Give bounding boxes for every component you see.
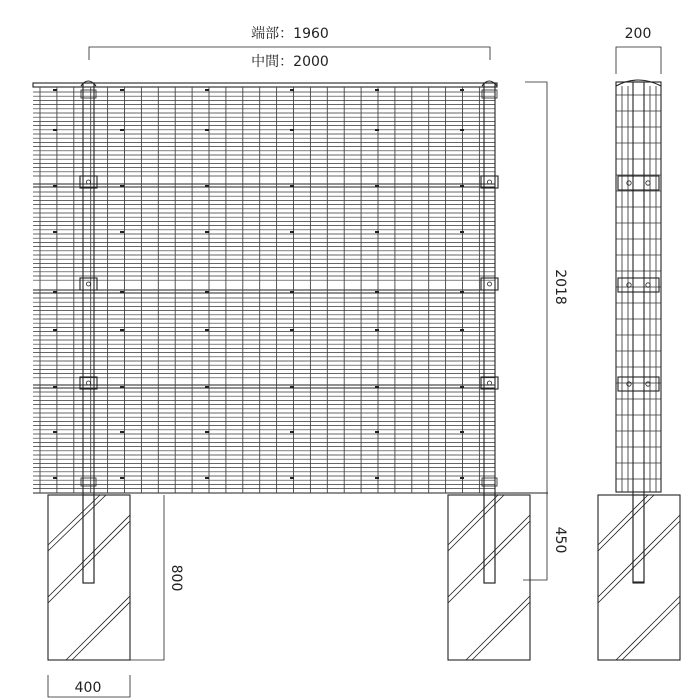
clip bbox=[53, 185, 57, 187]
side-bracket bbox=[618, 176, 659, 190]
clip bbox=[205, 231, 209, 233]
side-foundation bbox=[598, 495, 680, 660]
bracket-bolt bbox=[87, 180, 91, 184]
bracket-bolt bbox=[488, 381, 492, 385]
side-mesh-wires bbox=[616, 86, 661, 492]
dimension-lines bbox=[48, 47, 661, 697]
clip bbox=[53, 291, 57, 293]
foundation-width-label: 400 bbox=[74, 680, 102, 696]
side-bolt bbox=[646, 283, 650, 287]
side-brackets bbox=[618, 176, 659, 391]
clip bbox=[375, 231, 379, 233]
clip bbox=[375, 386, 379, 388]
clip bbox=[205, 431, 209, 433]
clip bbox=[375, 431, 379, 433]
clip bbox=[290, 185, 294, 187]
clip bbox=[120, 291, 124, 293]
side-bolt bbox=[627, 382, 631, 386]
middle-width-label: 中間：2000 bbox=[251, 54, 329, 70]
clip bbox=[460, 89, 464, 91]
clip bbox=[205, 185, 209, 187]
side-elevation bbox=[598, 80, 680, 660]
clip bbox=[375, 129, 379, 131]
bracket-bolt bbox=[488, 180, 492, 184]
clip bbox=[120, 386, 124, 388]
clip bbox=[290, 477, 294, 479]
height-label: 2018 bbox=[552, 269, 568, 305]
clip bbox=[120, 231, 124, 233]
clip bbox=[53, 477, 57, 479]
clip bbox=[120, 185, 124, 187]
clip bbox=[460, 477, 464, 479]
clip bbox=[375, 291, 379, 293]
clip bbox=[205, 477, 209, 479]
clip bbox=[53, 231, 57, 233]
clip bbox=[290, 291, 294, 293]
clip bbox=[205, 386, 209, 388]
side-bolt bbox=[627, 181, 631, 185]
clip bbox=[290, 386, 294, 388]
side-bolt bbox=[646, 382, 650, 386]
bracket-bolt bbox=[87, 282, 91, 286]
clip bbox=[460, 431, 464, 433]
clip bbox=[205, 129, 209, 131]
end-width-label: 端部：1960 bbox=[251, 26, 329, 42]
mesh-horizontal-wires bbox=[33, 92, 495, 489]
clip bbox=[53, 129, 57, 131]
clip bbox=[290, 431, 294, 433]
bracket-bolt bbox=[87, 381, 91, 385]
side-bolt bbox=[646, 181, 650, 185]
bracket-bolt bbox=[488, 282, 492, 286]
clip bbox=[290, 329, 294, 331]
side-bracket bbox=[618, 377, 659, 391]
clip bbox=[290, 89, 294, 91]
clip bbox=[290, 129, 294, 131]
top-rail bbox=[33, 83, 497, 87]
foundation-depth-label: 800 bbox=[168, 564, 184, 592]
right-foundation bbox=[448, 495, 530, 660]
clip bbox=[375, 89, 379, 91]
clip bbox=[120, 431, 124, 433]
clip bbox=[120, 329, 124, 331]
clip bbox=[53, 329, 57, 331]
clip bbox=[120, 477, 124, 479]
embed-depth-label: 450 bbox=[552, 526, 568, 554]
clip bbox=[290, 231, 294, 233]
clip bbox=[375, 329, 379, 331]
clip bbox=[53, 89, 57, 91]
clip bbox=[53, 431, 57, 433]
clip bbox=[460, 386, 464, 388]
clip bbox=[375, 185, 379, 187]
post-brackets bbox=[80, 90, 498, 486]
left-foundation bbox=[48, 495, 130, 660]
clip bbox=[205, 329, 209, 331]
clip bbox=[460, 129, 464, 131]
clip bbox=[205, 89, 209, 91]
side-bolt bbox=[627, 283, 631, 287]
clip bbox=[120, 89, 124, 91]
front-elevation bbox=[33, 81, 548, 660]
clip bbox=[53, 386, 57, 388]
clip bbox=[120, 129, 124, 131]
clip bbox=[460, 329, 464, 331]
clip bbox=[460, 291, 464, 293]
clip bbox=[460, 231, 464, 233]
mesh-clips bbox=[53, 89, 464, 479]
side-bracket bbox=[618, 278, 659, 292]
side-width-label: 200 bbox=[624, 26, 652, 42]
clip bbox=[460, 185, 464, 187]
clip bbox=[205, 291, 209, 293]
clip bbox=[375, 477, 379, 479]
